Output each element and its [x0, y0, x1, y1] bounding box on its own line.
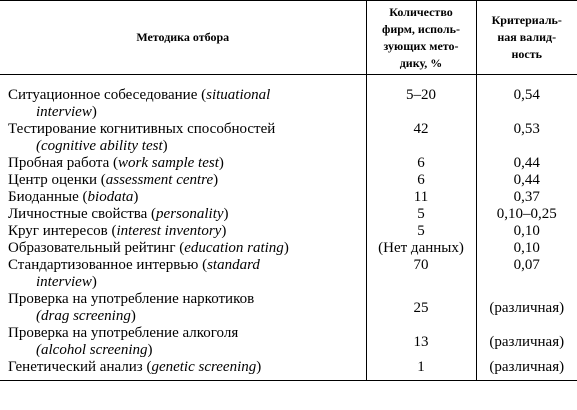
method-cell	[0, 189, 366, 206]
method-english: genetic screening	[151, 359, 257, 375]
table-row	[0, 291, 577, 325]
method-cell	[0, 359, 366, 381]
validity-cell: 0,53	[476, 121, 577, 155]
method-name: Образовательный рейтинг (	[8, 240, 185, 256]
validity-cell: (различная)	[476, 291, 577, 325]
method-cell	[0, 155, 366, 172]
method-english: interest inventory	[116, 223, 222, 239]
table-row	[0, 155, 577, 172]
header-validity-line: Критериаль-	[491, 13, 562, 27]
method-paren: )	[221, 223, 227, 239]
method-paren: )	[91, 104, 97, 120]
validity-cell: 0,10	[476, 240, 577, 257]
share-cell: 6	[366, 155, 476, 172]
header-method	[0, 1, 366, 75]
method-cell	[0, 172, 366, 189]
method-english: personality	[156, 206, 224, 222]
method-name: Личностные свойства (	[8, 206, 157, 222]
validity-cell: 0,10–0,25	[476, 206, 577, 223]
validity-cell: (различная)	[476, 359, 577, 381]
method-paren: )	[91, 274, 97, 290]
validity-cell: 0,07	[476, 257, 577, 291]
method-english: (drag screening	[36, 308, 131, 324]
method-paren: )	[218, 155, 224, 171]
header-share-line: дику, %	[399, 55, 443, 70]
method-name: Круг интересов (	[8, 223, 117, 239]
table-row	[0, 121, 577, 155]
method-cell	[0, 291, 366, 325]
method-cell	[0, 223, 366, 240]
share-cell: (Нет данных)	[366, 240, 476, 257]
method-name: Стандартизованное интервью (	[8, 257, 208, 273]
table-row	[0, 240, 577, 257]
method-paren: )	[283, 240, 289, 256]
share-cell: 5	[366, 223, 476, 240]
header-share-line: Количество	[389, 4, 453, 19]
table-row	[0, 257, 577, 291]
method-english: (cognitive ability test	[36, 138, 163, 154]
share-cell: 25	[366, 291, 476, 325]
method-cell	[0, 325, 366, 359]
validity-cell: 0,37	[476, 189, 577, 206]
header-method-label: Методика отбора	[136, 30, 230, 44]
table-row	[0, 87, 577, 121]
method-cell	[0, 87, 366, 121]
method-name: Тестирование когнитивных способностей	[8, 121, 276, 137]
method-paren: )	[147, 342, 153, 358]
table-row	[0, 325, 577, 359]
share-cell: 6	[366, 172, 476, 189]
table-row	[0, 189, 577, 206]
method-name: Ситуационное собеседование (	[8, 87, 207, 103]
method-name: Проверка на употребление алкоголя	[8, 325, 239, 341]
header-share	[366, 1, 476, 75]
method-cell	[0, 240, 366, 257]
method-name: Генетический анализ (	[8, 359, 152, 375]
method-english: situational	[206, 87, 271, 103]
method-english: education rating	[184, 240, 284, 256]
header-share-line: фирм, исполь-	[382, 21, 460, 36]
method-name: Проверка на употребление наркотиков	[8, 291, 255, 307]
table-row	[0, 223, 577, 240]
method-paren: )	[130, 308, 136, 324]
share-cell: 1	[366, 359, 476, 381]
share-cell: 5–20	[366, 87, 476, 121]
validity-cell: 0,10	[476, 223, 577, 240]
method-paren: )	[213, 172, 219, 188]
method-paren: )	[133, 189, 139, 205]
method-english: work sample test	[118, 155, 219, 171]
method-english: (alcohol screening	[36, 342, 148, 358]
share-cell: 42	[366, 121, 476, 155]
share-cell: 5	[366, 206, 476, 223]
method-paren: )	[256, 359, 262, 375]
header-validity-line: ность	[511, 47, 542, 61]
method-english: assessment centre	[105, 172, 214, 188]
share-cell: 70	[366, 257, 476, 291]
header-row	[0, 1, 577, 75]
validity-cell: (различная)	[476, 325, 577, 359]
method-name: Пробная работа (	[8, 155, 119, 171]
share-cell: 11	[366, 189, 476, 206]
table-row	[0, 206, 577, 223]
validity-cell: 0,44	[476, 172, 577, 189]
method-paren: )	[162, 138, 168, 154]
method-cell	[0, 206, 366, 223]
method-name: Центр оценки (	[8, 172, 106, 188]
validity-cell: 0,44	[476, 155, 577, 172]
share-cell: 13	[366, 325, 476, 359]
validity-cell: 0,54	[476, 87, 577, 121]
method-english: standard	[207, 257, 260, 273]
method-cell	[0, 257, 366, 291]
method-english: interview	[36, 104, 92, 120]
table-row	[0, 172, 577, 189]
method-cell	[0, 121, 366, 155]
method-english: biodata	[87, 189, 134, 205]
header-validity	[476, 1, 577, 75]
method-english: interview	[36, 274, 92, 290]
method-name: Биоданные (	[8, 189, 88, 205]
spacer-row	[0, 75, 577, 88]
header-validity-line: ная валид-	[497, 30, 557, 44]
table-row	[0, 359, 577, 381]
method-paren: )	[223, 206, 229, 222]
header-share-line: зующих мето-	[383, 38, 459, 53]
